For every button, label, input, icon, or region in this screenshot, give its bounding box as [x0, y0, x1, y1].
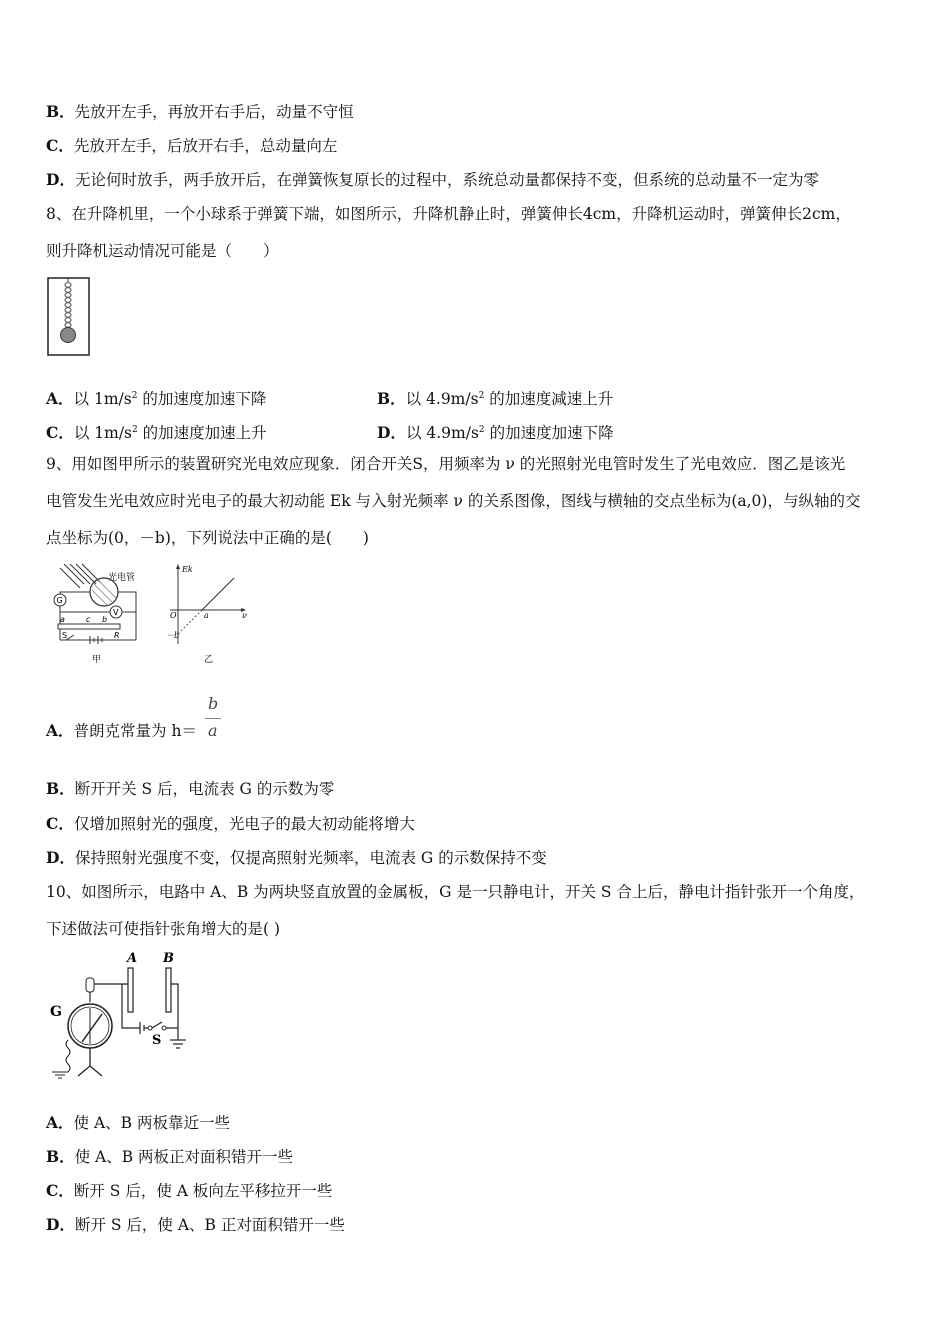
- option-text-post: 的加速度加速下降: [137, 390, 267, 408]
- option-text: 断开开关 S 后，电流表 G 的示数为零: [74, 780, 335, 798]
- q9-option-d: [46, 848, 547, 868]
- option-label: C．: [46, 1181, 74, 1200]
- origin-label: O: [170, 611, 177, 620]
- rheostat-icon: [58, 624, 120, 629]
- spring-coils: [65, 283, 71, 328]
- q9-stem-line1: 9、用如图甲所示的装置研究光电效应现象．闭合开关S，用频率为 ν 的光照射光电管时发生了光电效应．图乙是该光: [46, 455, 846, 473]
- option-text-pre: 以 1m/s: [73, 390, 132, 408]
- q7-option-b: [46, 102, 354, 122]
- plate-a-label: A: [127, 951, 138, 966]
- figure-caption: 乙: [204, 655, 214, 665]
- option-text-pre: 以 4.9m/s: [405, 424, 479, 442]
- option-label: C．: [46, 423, 74, 442]
- option-label: D．: [377, 423, 406, 442]
- ground-wire: [66, 1040, 70, 1072]
- point-b-label: b: [102, 615, 108, 624]
- option-text: 断开 S 后，使 A、B 正对面积错开一些: [74, 1216, 345, 1234]
- electrometer-label: G: [50, 1004, 62, 1020]
- figure-caption: 甲: [92, 655, 102, 665]
- ground-icon: [52, 1072, 68, 1078]
- q8-stem-line2: 则升降机运动情况可能是（ ）: [46, 242, 279, 260]
- option-label: A．: [46, 389, 74, 408]
- ball: [61, 328, 76, 343]
- option-label: C．: [46, 136, 74, 155]
- voltmeter-label: V: [113, 608, 119, 617]
- switch-label: S: [62, 631, 68, 640]
- q8-spring-figure: [46, 276, 92, 358]
- option-label: B．: [46, 779, 75, 798]
- switch-icon: [66, 635, 74, 640]
- fraction-denominator: a: [208, 721, 218, 740]
- option-text: 断开 S 后，使 A 板向左平移拉开一些: [73, 1182, 333, 1200]
- q9-option-a: [46, 721, 197, 741]
- option-text: 保持照射光强度不变，仅提高照射光频率，电流表 G 的示数保持不变: [74, 849, 547, 867]
- switch-label: S: [152, 1033, 162, 1048]
- q8-option-b: [377, 386, 613, 409]
- option-text: [406, 390, 614, 408]
- point-a-label: a: [60, 615, 65, 624]
- option-label: A．: [46, 1113, 74, 1132]
- option-label: B．: [46, 102, 75, 121]
- q8-option-d: [377, 420, 614, 443]
- option-text: 先放开左手，再放开右手后，动量不守恒: [74, 103, 354, 121]
- option-text-post: 的加速度加速上升: [137, 424, 267, 442]
- plate-a: [128, 968, 133, 1012]
- plate-b: [166, 968, 171, 1012]
- ek-line: [202, 578, 234, 610]
- option-label: D．: [46, 1215, 75, 1234]
- option-text: 仅增加照射光的强度，光电子的最大初动能将增大: [73, 815, 415, 833]
- battery-icon: [140, 1022, 144, 1034]
- fraction-numerator: b: [208, 694, 219, 713]
- q9-stem-line3: 点坐标为(0，－b)，下列说法中正确的是( ): [46, 529, 369, 547]
- q9-graph-figure: [162, 562, 252, 668]
- extrapolated-line: [178, 610, 202, 634]
- q10-stem-line2: 下述做法可使指针张角增大的是( ): [46, 920, 281, 938]
- option-text-sup: 2: [131, 391, 138, 401]
- q8-stem-line1: 8、在升降机里，一个小球系于弹簧下端，如图所示，升降机静止时，弹簧伸长4cm，升降机运动时，弹簧伸长2cm，: [46, 205, 851, 223]
- option-label: C．: [46, 814, 74, 833]
- galvanometer-label: G: [56, 596, 63, 605]
- resistor-label: R: [114, 631, 120, 640]
- option-text-sup: 2: [478, 391, 485, 401]
- q10-electrometer-figure: [44, 948, 200, 1082]
- q10-option-c: [46, 1181, 332, 1201]
- q7-option-c: [46, 136, 337, 156]
- point-c-label: c: [86, 615, 91, 624]
- q9-circuit-figure: [44, 562, 154, 668]
- x-intercept-label: a: [204, 611, 209, 620]
- elevator-box: [48, 278, 89, 355]
- ground-icon: [170, 1040, 186, 1048]
- option-label: D．: [46, 848, 75, 867]
- option-text-sup: 2: [478, 425, 485, 435]
- q10-option-b: [46, 1147, 293, 1167]
- option-label: B．: [46, 1147, 75, 1166]
- q10-option-d: [46, 1215, 345, 1235]
- option-text: 使 A、B 两板正对面积错开一些: [74, 1148, 294, 1166]
- q7-option-d: [46, 170, 819, 190]
- y-intercept-label: －b: [166, 631, 180, 640]
- nu-axis-label: ν: [242, 611, 247, 620]
- option-text-pre: 以 1m/s: [73, 424, 133, 442]
- option-text-post: 的加速度加速下降: [484, 424, 614, 442]
- ek-axis-label: Ek: [182, 565, 193, 574]
- option-text: [74, 390, 267, 408]
- option-label: D．: [46, 170, 75, 189]
- phototube-label: 光电管: [108, 573, 136, 583]
- option-text: 普朗克常量为 h＝: [73, 722, 197, 740]
- q10-stem-line1: 10、如图所示，电路中 A、B 为两块竖直放置的金属板，G 是一只静电计，开关 S 合上后，静电计指针张开一个角度，: [46, 883, 865, 901]
- option-text-sup: 2: [132, 425, 138, 435]
- option-label: B．: [377, 389, 406, 408]
- option-text: 使 A、B 两板靠近一些: [73, 1114, 230, 1132]
- switch-icon: [152, 1022, 162, 1028]
- option-text: [406, 424, 614, 442]
- q9-option-b: [46, 779, 334, 799]
- option-text-post: 的加速度减速上升: [484, 390, 614, 408]
- q9-option-c: [46, 814, 415, 834]
- q9-stem-line2: 电管发生光电效应时光电子的最大初动能 Ek 与入射光频率 ν 的关系图像，图线与横轴的交点坐标为(a,0)，与纵轴的交: [46, 492, 861, 510]
- option-text: 无论何时放手，两手放开后，在弹簧恢复原长的过程中，系统总动量都保持不变，但系统的总动量不一定为零: [74, 171, 819, 189]
- q8-option-c: [46, 420, 267, 443]
- fraction-bar: [205, 718, 221, 719]
- option-text: [74, 424, 267, 442]
- option-text-pre: 以 4.9m/s: [405, 390, 479, 408]
- option-label: A．: [46, 721, 74, 740]
- option-text: 先放开左手，后放开右手，总动量向左: [73, 137, 338, 155]
- electrometer-knob: [86, 978, 94, 992]
- plate-b-label: B: [163, 951, 174, 966]
- q8-option-a: [46, 386, 266, 409]
- q10-option-a: [46, 1113, 230, 1133]
